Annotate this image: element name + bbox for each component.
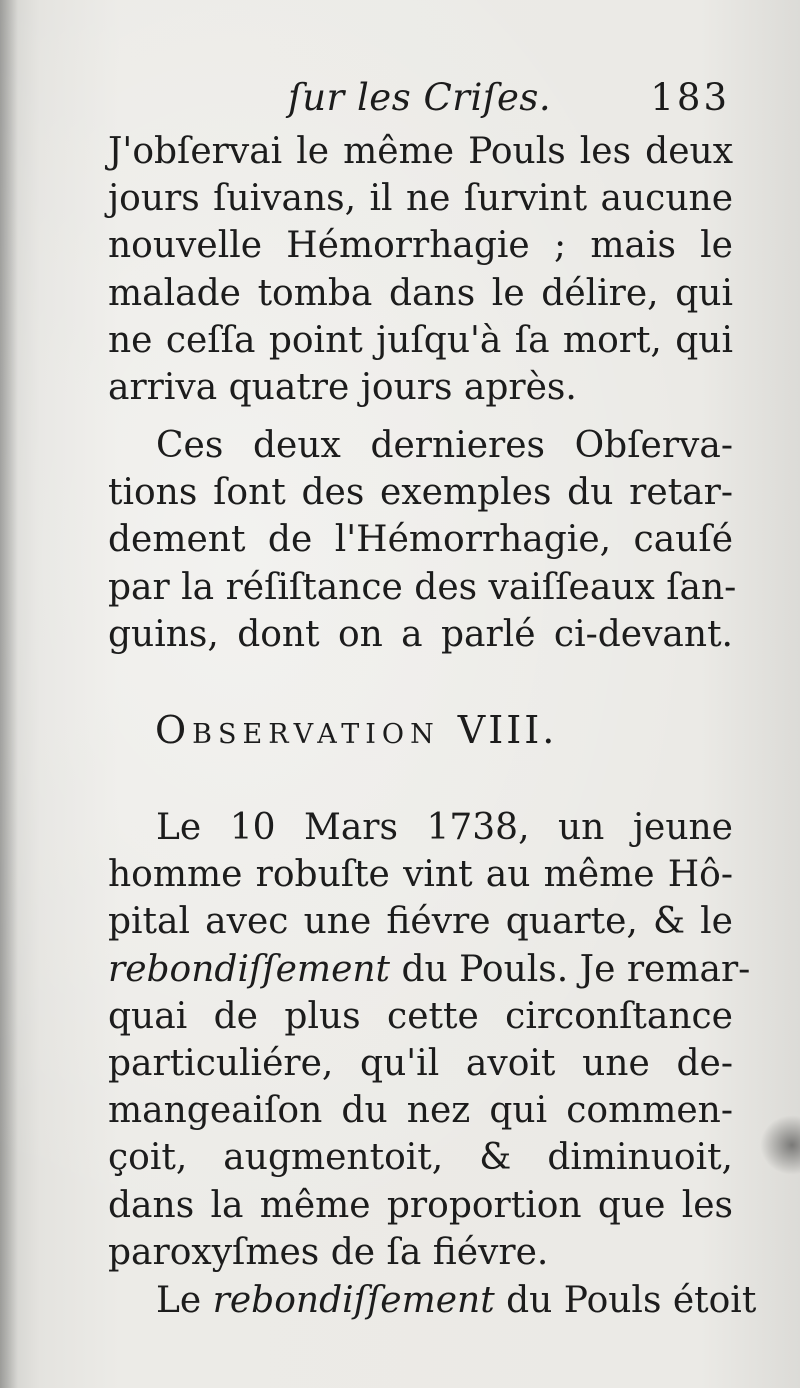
paragraph-4 bbox=[108, 1277, 757, 1324]
text-line: guins, dont on a parlé ci-devant. bbox=[108, 613, 733, 655]
text-line: dement de l'Hémorrhagie, cauſé bbox=[108, 519, 733, 561]
heading-word: Observation bbox=[155, 708, 440, 752]
running-title: ſur les Criſes. bbox=[288, 76, 552, 119]
paragraph-2 bbox=[108, 422, 737, 658]
text-line: malade tomba dans le délire, qui bbox=[108, 272, 733, 314]
text-line: çoit, augmentoit, & diminuoit, bbox=[108, 1137, 733, 1179]
text-line: particuliére, qu'il avoit une de- bbox=[108, 1042, 733, 1084]
text-line-with-italic bbox=[108, 1277, 757, 1324]
line-start: Le bbox=[156, 1280, 213, 1321]
text-line: jours ſuivans, il ne ſurvint aucune bbox=[108, 178, 733, 220]
page-stain bbox=[760, 1115, 800, 1175]
text-line: pital avec une fiévre quarte, & le bbox=[108, 901, 733, 943]
text-line: paroxyſmes de ſa fiévre. bbox=[108, 1231, 549, 1273]
paragraph-1 bbox=[108, 128, 733, 411]
text-line: mangeaiſon du nez qui commen- bbox=[108, 1090, 733, 1132]
heading-numeral: VIII. bbox=[457, 708, 558, 752]
line-end: du Pouls étoit bbox=[494, 1280, 757, 1321]
text-line: dans la même proportion que les bbox=[108, 1184, 733, 1226]
italic-term: rebondiſſement bbox=[212, 1280, 495, 1321]
text-line: nouvelle Hémorrhagie ; mais le bbox=[108, 225, 733, 267]
paragraph-3 bbox=[108, 804, 751, 1276]
text-line: quai de plus cette circonſtance bbox=[108, 995, 733, 1037]
text-line: Ces deux dernieres Obſerva- bbox=[156, 425, 733, 466]
gutter-shadow bbox=[0, 0, 18, 1388]
text-line: arriva quatre jours après. bbox=[108, 366, 577, 408]
text-line: ne ceſſa point juſqu'à ſa mort, qui bbox=[108, 319, 733, 361]
text-line: J'obſervai le même Pouls les deux bbox=[108, 131, 733, 172]
line-rest: du Pouls. Je remar- bbox=[390, 948, 751, 990]
text-line: Le 10 Mars 1738, un jeune bbox=[156, 807, 733, 848]
text-line: tions ſont des exemples du retar- bbox=[108, 472, 733, 514]
section-heading bbox=[155, 708, 715, 752]
page-header bbox=[110, 76, 730, 126]
text-line-with-italic bbox=[108, 946, 751, 993]
text-line: homme robuſte vint au même Hô- bbox=[108, 854, 733, 896]
text-line: par la réſiſtance des vaiſſeaux ſan- bbox=[108, 566, 737, 608]
page-number: 183 bbox=[650, 76, 730, 119]
italic-term: rebondiſſement bbox=[108, 948, 391, 990]
